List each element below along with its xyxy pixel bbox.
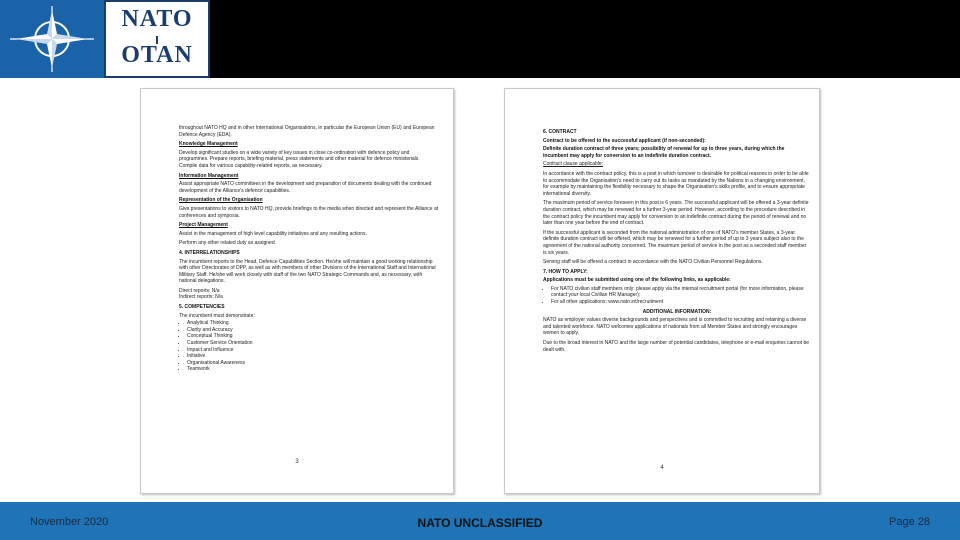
- classification-label: NATO UNCLASSIFIED: [417, 516, 543, 530]
- paragraph: Indirect reports: N/a: [179, 294, 223, 301]
- list-item: • Conceptual Thinking: [187, 333, 439, 340]
- paragraph: Applications must be submitted using one of the following links, as applicable:: [543, 277, 731, 284]
- paragraph: The incumbent reports to the Head, Defence Capabilities Section. He/she will maintain a good working relationship with other Directorates of DPP, as well as with members of other Divisions of the International Staff and International Military Staff. He/she will work closely with staff of the two NATO Strategic Commands and, as necessary, with national delegations.: [179, 258, 436, 285]
- paragraph: NATO as employer values diverse backgrounds and perspectives and is committed to recruiting and retaining a diverse and talented workforce. NATO welcomes applications of nationals from all Member States and strongly encourages women to apply.: [543, 317, 807, 337]
- document-page-right: [504, 88, 820, 494]
- section-heading: Information Management: [179, 172, 239, 179]
- paragraph: Contract to be offered to the successful applicant (if non-seconded):: [543, 137, 706, 144]
- section-heading: Knowledge Management: [179, 141, 238, 148]
- logo-word-otan: OTAN: [121, 42, 193, 68]
- list-item: • Analytical Thinking: [187, 320, 439, 327]
- paragraph: The incumbent must demonstrate:: [179, 312, 255, 319]
- list-item: • For NATO civilian staff members only: please apply via the internal recruitment portal (for more information, please contact your local Civilian HR Manager);: [551, 286, 811, 299]
- page-right-content: [543, 127, 811, 356]
- paragraph: Give presentations to visitors to NATO HQ, provide briefings to the media when directed and represent the Alliance at conferences and symposia.: [179, 205, 439, 219]
- paragraph: Perform any other related duty as assigned.: [179, 240, 276, 247]
- section-heading: 7. HOW TO APPLY:: [543, 268, 588, 275]
- list-item: • For all other applications: www.nato.int/recruitment: [551, 299, 811, 306]
- paragraph: Definite duration contract of three years; possibility of renewal for up to three years, during which the incumbent may apply for conversion to an indefinite duration contract.: [543, 146, 785, 159]
- list-item: • Clarity and Accuracy: [187, 327, 439, 334]
- page-number: 3: [295, 459, 299, 465]
- section-heading: Project Management: [179, 222, 228, 229]
- page-number: 4: [660, 465, 664, 471]
- paragraph: Assist appropriate NATO committees in the development and preparation of documents dealing with the continued development of the Alliance's defence capabilities.: [179, 181, 432, 194]
- paragraph: Contract clause applicable:: [543, 161, 604, 168]
- slide-title: VACANCY NOTICE Example: [380, 20, 785, 55]
- list-item: • Teamwork: [187, 366, 439, 373]
- application-links-list: [543, 286, 811, 306]
- list-item: • Organisational Awareness: [187, 360, 439, 367]
- list-item: • Impact and Influence: [187, 347, 439, 354]
- section-heading: 4. INTERRELATIONSHIPS: [179, 249, 240, 256]
- logo-word-nato: NATO: [121, 6, 193, 32]
- competency-list: [179, 320, 439, 373]
- list-item: • Customer Service Orientation: [187, 340, 439, 347]
- footer-date: November 2020: [30, 516, 109, 528]
- section-heading: 5. COMPETENCIES: [179, 304, 225, 311]
- section-heading: 6. CONTRACT: [543, 129, 577, 135]
- paragraph: In accordance with the contract policy, this is a post in which turnover is desirable for political reasons in order to be able to accommodate the Organisation's need to carry out its tasks as mandated by the Nations in a changing environment, for example by maintaining the flexibility necessary to shape the Organisation's skills profile, and to ensure appropriate international diversity.: [543, 170, 809, 197]
- paragraph: Assist in the management of high level capability initiatives and any resulting actions.: [179, 230, 367, 237]
- list-item: • Initiative: [187, 353, 439, 360]
- section-heading: Representation of the Organisation: [179, 197, 263, 204]
- paragraph: Due to the broad interest in NATO and the large number of potential candidates, telephone or e-mail enquiries cannot be dealt with.: [543, 340, 810, 353]
- paragraph: throughout NATO HQ and in other International Organisations, in particular the European Union (EU) and European Defence Agency (EDA).: [179, 125, 435, 138]
- paragraph: Serving staff will be offered a contract in accordance with the NATO Civilian Personnel Regulations.: [543, 259, 763, 266]
- paragraph: Direct reports: N/a: [179, 287, 220, 294]
- paragraph: Develop significant studies on a wide variety of key issues in close co-ordination with defence policy and programmes. Prepare reports, briefing material, press statements and other material for defence ministerials. Compile data for various capability-related reports, as necessary.: [179, 149, 420, 169]
- header-bar: [0, 0, 960, 78]
- footer-bar: [0, 502, 960, 540]
- slide-page-number: Page 28: [889, 516, 930, 528]
- paragraph: The maximum period of service foreseen in this post is 6 years. The successful applicant will be offered a 3-year definite duration contract, which may be renewed for a further 3-year period. However, according to the procedure described in the contract policy the incumbent may apply for conversion to an indefinite contract during the period of renewal and no later than one year before the end of contract.: [543, 200, 809, 227]
- compass-star-icon: [8, 6, 96, 72]
- nato-emblem: [0, 0, 104, 78]
- page-left-content: [179, 125, 439, 376]
- section-heading: ADDITIONAL INFORMATION:: [642, 308, 712, 315]
- paragraph: If the successful applicant is seconded from the national administration of one of NATO's member States, a 3-year definite duration contract will be offered, which may be renewed for a further period of up to 3 years subject also to the agreement of the national authority concerned. The maximum period of service in the post as a seconded staff member is six years.: [543, 229, 807, 256]
- document-page-left: [140, 88, 454, 494]
- nato-otan-wordmark: [104, 0, 210, 78]
